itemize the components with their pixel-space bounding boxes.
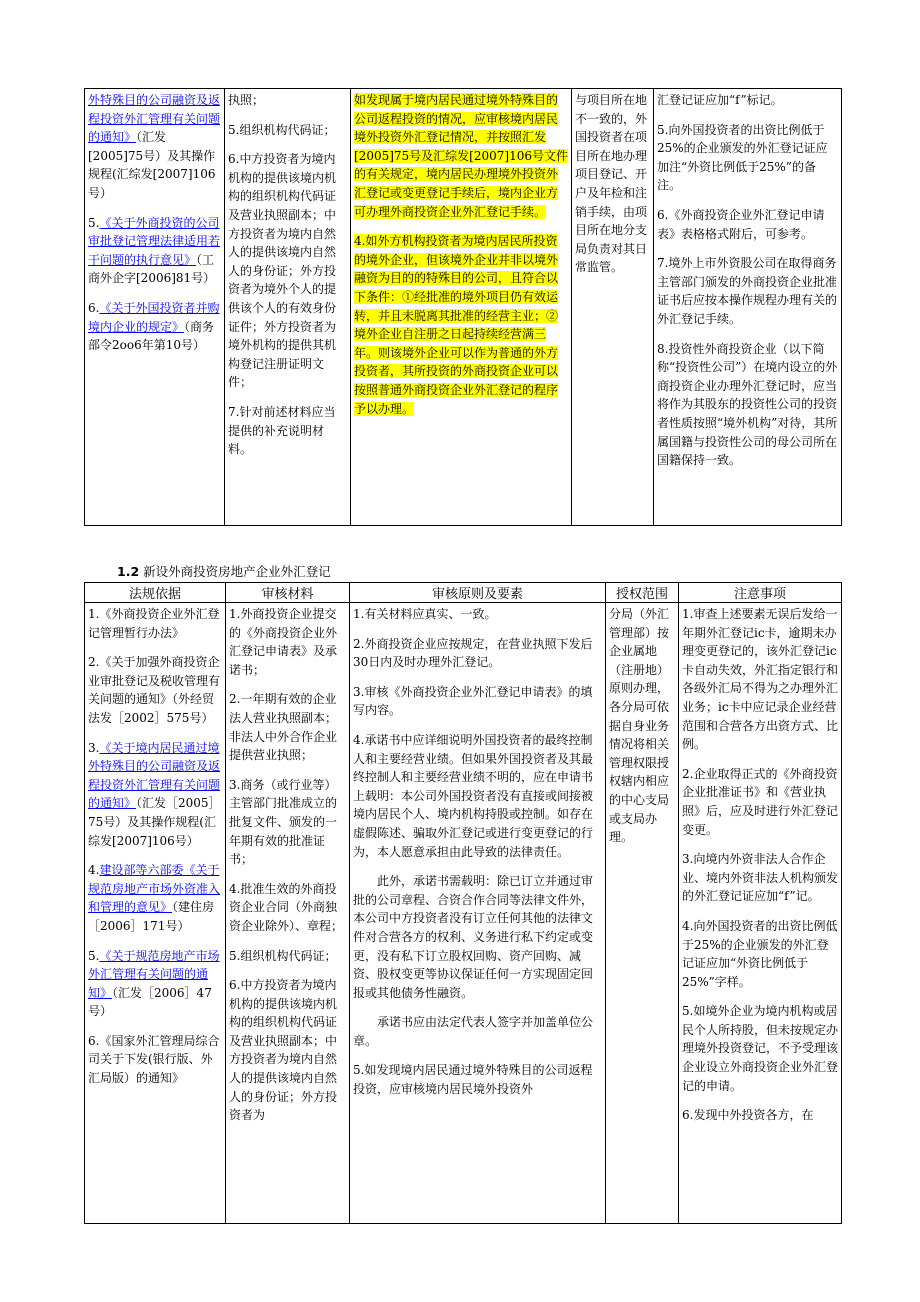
list-item xyxy=(228,403,347,459)
materials-cell xyxy=(225,89,351,526)
real-estate-registration-table xyxy=(84,582,842,1224)
list-item xyxy=(353,683,602,720)
table-row xyxy=(85,603,842,1224)
list-item xyxy=(657,206,838,243)
list-item xyxy=(682,1002,838,1095)
list-item xyxy=(88,739,222,851)
item-text: 汇登记证应加“f”标记。 xyxy=(657,93,783,107)
item-text: 4.如外方机构投资者为境内居民所投资的境外企业，但该境外企业并非以境外融资为目的的特殊目的公司，且符合以下条件：①经批准的境外项目仍有效运转，并且未脱离其批准的经营主业；②境外企业自注册之日起持续经营满三年。则该境外企业可以作为普通的外方投资者，其所投资的外商投资企业可以按照普通外商投资企业外汇登记的程序予以办理。 xyxy=(354,234,559,416)
item-text: 5.组织机构代码证； xyxy=(228,122,336,137)
list-item xyxy=(354,232,568,418)
list-item xyxy=(88,653,222,727)
list-item xyxy=(88,1032,222,1088)
item-text: 此外，承诺书需载明：除已订立并通过审批的公司章程、合资合作合同等法律文件外，本公司中方投资者没有订立任何其他的法律文件对合营各方的权利、义务进行私下约定或变更，没有私下订立股权回购、资产回购、减资、股权变更等协议保证任何一方实现固定回报或其他债务性融资。 xyxy=(353,874,594,1000)
list-item xyxy=(88,91,221,203)
item-text: 分局（外汇管理部）按企业属地（注册地）原则办理，各分局可依据自身业务情况将相关管理权限授权辖内相应的中心支局或支局办理。 xyxy=(609,607,670,845)
item-text: 6.发现中外投资各方，在 xyxy=(682,1108,814,1123)
list-item xyxy=(682,605,838,754)
item-text: 5.如发现境内居民通过境外特殊目的公司返程投资，应审核境内居民境外投资外 xyxy=(353,1063,593,1097)
item-text: 6. xyxy=(88,300,100,315)
list-item xyxy=(354,91,568,221)
item-text: 6.中方投资者为境内机构的提供该境内机构的组织机构代码证及营业执照副本；中方投资者为境内自然人的提供该境内自然人的身份证；外方投资者为境外个人的提供该个人的有效身份证件；外方投资者为境外机构的提供其机构登记注册证明文件； xyxy=(228,152,337,390)
legal-basis-list xyxy=(88,605,222,1088)
item-text: （汇发［2005］75号）及其操作规程(汇综发[2007]106号） xyxy=(88,796,221,848)
item-text: 5.如境外企业为境内机构或居民个人所持股，但未按规定办理境外投资登记，不予受理该企业设立外商投资企业外汇登记的申请。 xyxy=(682,1004,839,1093)
list-item xyxy=(682,850,838,906)
reference-link[interactable]: 《关于外国投资者并购境内企业的规定》 xyxy=(88,300,220,334)
item-text: 5. xyxy=(88,948,100,963)
reference-link[interactable]: 建设部等六部委《关于规范房地产市场外资准入和管理的意见》 xyxy=(88,863,221,915)
notes-cell xyxy=(679,603,842,1224)
item-text: 8.投资性外商投资企业（以下简称“投资性公司”）在境内设立的外商投资企业办理外汇登记时，应当将作为其股东的投资性公司的投资者性质按照“境外机构”对待，其所属国籍与投资性公司的母公司所在国籍保持一致。 xyxy=(657,341,838,468)
list-item xyxy=(229,947,346,966)
list-item xyxy=(88,947,222,1021)
item-text: 1.有关材料应真实、一致。 xyxy=(353,607,497,621)
list-item xyxy=(88,605,222,642)
item-text: 3.向境内外资非法人合作企业、境内外资非法人机构颁发的外汇登记证应加“f”记。 xyxy=(682,852,839,904)
header-row xyxy=(85,583,842,603)
list-item xyxy=(228,91,347,110)
reference-link[interactable]: 外特殊目的公司融资及返程投资外汇管理有关问题的通知》 xyxy=(88,93,221,145)
item-text: 5. xyxy=(88,215,100,230)
item-text: 4.向外国投资者的出资比例低于25%的企业颁发的外汇登记证应加“外资比例低于25%”字样。 xyxy=(682,918,838,989)
item-text: 4.承诺书中应详细说明外国投资者的最终控制人和主要经营业绩。但如果外国投资者及其最终控制人和主要经营业绩不明的，应在申请书上载明：本公司外国投资者没有直接或间接被境内居民个人、境内机构持股或控制。如存在虚假陈述、骗取外汇登记或进行变更登记的行为，本人愿意承担由此导致的法律责任。 xyxy=(353,732,594,859)
list-item xyxy=(575,91,650,277)
principles-cell xyxy=(350,603,606,1224)
item-text: 5.组织机构代码证； xyxy=(229,948,337,963)
reference-link[interactable]: 《关于境内居民通过境外特殊目的公司融资及返程投资外汇管理有关问题的通知》 xyxy=(88,740,221,811)
header-authority: 授权范围 xyxy=(606,583,679,603)
list-item xyxy=(88,214,221,288)
list-item xyxy=(609,605,675,847)
item-text: 6.《外商投资企业外汇登记申请表》表格格式附后，可参考。 xyxy=(657,207,825,241)
item-text: （工商外企字[2006]81号） xyxy=(88,252,216,286)
materials-list xyxy=(228,91,347,459)
item-text: 1.《外商投资企业外汇登记管理暂行办法》 xyxy=(88,607,220,640)
item-text: 6.中方投资者为境内机构的提供该境内机构的组织机构代码证及营业执照副本；中方投资者为境内自然人的提供该境内自然人的身份证；外方投资者为 xyxy=(229,978,338,1123)
list-item xyxy=(682,765,838,839)
table-row xyxy=(85,89,842,526)
item-text: 如发现属于境内居民通过境外特殊目的公司返程投资的情况，应审核境内居民境外投资外汇登记情况，并按照汇发[2005]75号及汇综发[2007]106号文件的有关规定，境内居民办理境外投资外汇登记或变更登记手续后，境内企业方可办理外商投资企业外汇登记手续。 xyxy=(354,93,568,219)
list-item xyxy=(657,254,838,328)
list-item xyxy=(353,605,602,624)
authority-list xyxy=(609,605,675,847)
notes-cell xyxy=(654,89,842,526)
item-text: 3. xyxy=(88,740,100,755)
header-principles: 审核原则及要素 xyxy=(350,583,606,603)
authority-cell xyxy=(606,603,679,1224)
item-text: 7.针对前述材料应当提供的补充说明材料。 xyxy=(228,404,336,457)
header-notes: 注意事项 xyxy=(679,583,842,603)
legal-basis-cell xyxy=(85,89,225,526)
principles-list xyxy=(354,91,568,418)
reference-link[interactable]: 《关于外商投资的公司审批登记管理法律适用若干问题的执行意见》 xyxy=(88,215,221,267)
list-item xyxy=(229,690,346,764)
list-item xyxy=(353,872,602,1002)
list-item xyxy=(657,121,838,195)
item-text: 5.向外国投资者的出资比例低于25%的企业颁发的外汇登记证应加注“外资比例低于25%”的备注。 xyxy=(657,122,828,193)
item-text: 执照； xyxy=(228,93,265,107)
item-text: （商务部令2oo6年第10号） xyxy=(88,319,215,353)
authority-list xyxy=(575,91,650,277)
header-legal-basis: 法规依据 xyxy=(85,583,226,603)
materials-cell xyxy=(226,603,350,1224)
list-item xyxy=(682,1106,838,1125)
principles-cell xyxy=(351,89,572,526)
list-item xyxy=(228,121,347,140)
item-text: 1.审查上述要素无误后发给一年期外汇登记ic卡，逾期未办理变更登记的，该外汇登记ic卡自动失效，外汇指定银行和各级外汇局不得为之办理外汇业务；ic卡中应记录企业经营范围和合营各方出资方式、比例。 xyxy=(682,607,839,752)
legal-basis-cell xyxy=(85,603,226,1224)
header-materials: 审核材料 xyxy=(226,583,350,603)
item-text: 2.《关于加强外商投资企业审批登记及税收管理有关问题的通知》（外经贸法发［2002］575号） xyxy=(88,655,221,725)
principles-list xyxy=(353,605,602,1099)
list-item xyxy=(353,731,602,861)
list-item xyxy=(657,340,838,470)
list-item xyxy=(228,150,347,392)
list-item xyxy=(353,1061,602,1098)
item-text: 与项目所在地不一致的，外国投资者在项目所在地办理项目登记、开户及年检和注销手续，由项目所在地分支局负责对其日常监管。 xyxy=(575,93,648,275)
list-item xyxy=(229,976,346,1125)
list-item xyxy=(682,917,838,991)
item-text: 2.企业取得正式的《外商投资企业批准证书》和《营业执照》后，应及时进行外汇登记变更。 xyxy=(682,766,839,837)
item-text: 4. xyxy=(88,863,100,878)
section-heading xyxy=(117,564,331,580)
item-text: 6.《国家外汇管理局综合司关于下发(银行版、外汇局版）的通知》 xyxy=(88,1033,220,1086)
item-text: 7.境外上市外资股公司在取得商务主管部门颁发的外商投资企业批准证书后应按本操作规程办理有关的外汇登记手续。 xyxy=(657,256,838,326)
list-item xyxy=(353,1013,602,1050)
item-text: 2.外商投资企业应按规定，在营业执照下发后30日内及时办理外汇登记。 xyxy=(353,636,593,670)
item-text: 2.一年期有效的企业法人营业执照副本；非法人中外合作企业提供营业执照； xyxy=(229,692,338,763)
item-text: （汇发［2006］47号） xyxy=(88,985,212,1019)
item-text: 1.外商投资企业提交的《外商投资企业外汇登记申请表》及承诺书； xyxy=(229,607,338,677)
registration-table-continued xyxy=(84,88,842,526)
list-item xyxy=(88,299,221,355)
list-item xyxy=(229,605,346,679)
list-item xyxy=(353,635,602,672)
materials-list xyxy=(229,605,346,1125)
notes-list xyxy=(657,91,838,470)
authority-cell xyxy=(572,89,654,526)
reference-link[interactable]: 《关于规范房地产市场外汇管理有关问题的通知》 xyxy=(88,948,220,1000)
item-text: （汇发[2005]75号）及其操作规程(汇综发[2007]106号） xyxy=(88,130,216,200)
section-title: 新设外商投资房地产企业外汇登记 xyxy=(143,564,331,579)
item-text: 承诺书应由法定代表人签字并加盖单位公章。 xyxy=(353,1015,594,1048)
section-number: 1.2 xyxy=(117,564,140,579)
list-item xyxy=(229,776,346,869)
item-text: 4.批准生效的外商投资企业合同（外商独资企业除外）、章程； xyxy=(229,881,344,933)
item-text: 3.审核《外商投资企业外汇登记申请表》的填写内容。 xyxy=(353,684,593,718)
list-item xyxy=(229,880,346,936)
notes-list xyxy=(682,605,838,1125)
item-text: （建住房［2006］171号） xyxy=(88,900,215,933)
item-text: 3.商务（或行业等）主管部门批准成立的批复文件、颁发的一年期有效的批准证书； xyxy=(229,777,338,867)
legal-basis-list xyxy=(88,91,221,355)
list-item xyxy=(88,861,222,935)
list-item xyxy=(657,91,838,110)
